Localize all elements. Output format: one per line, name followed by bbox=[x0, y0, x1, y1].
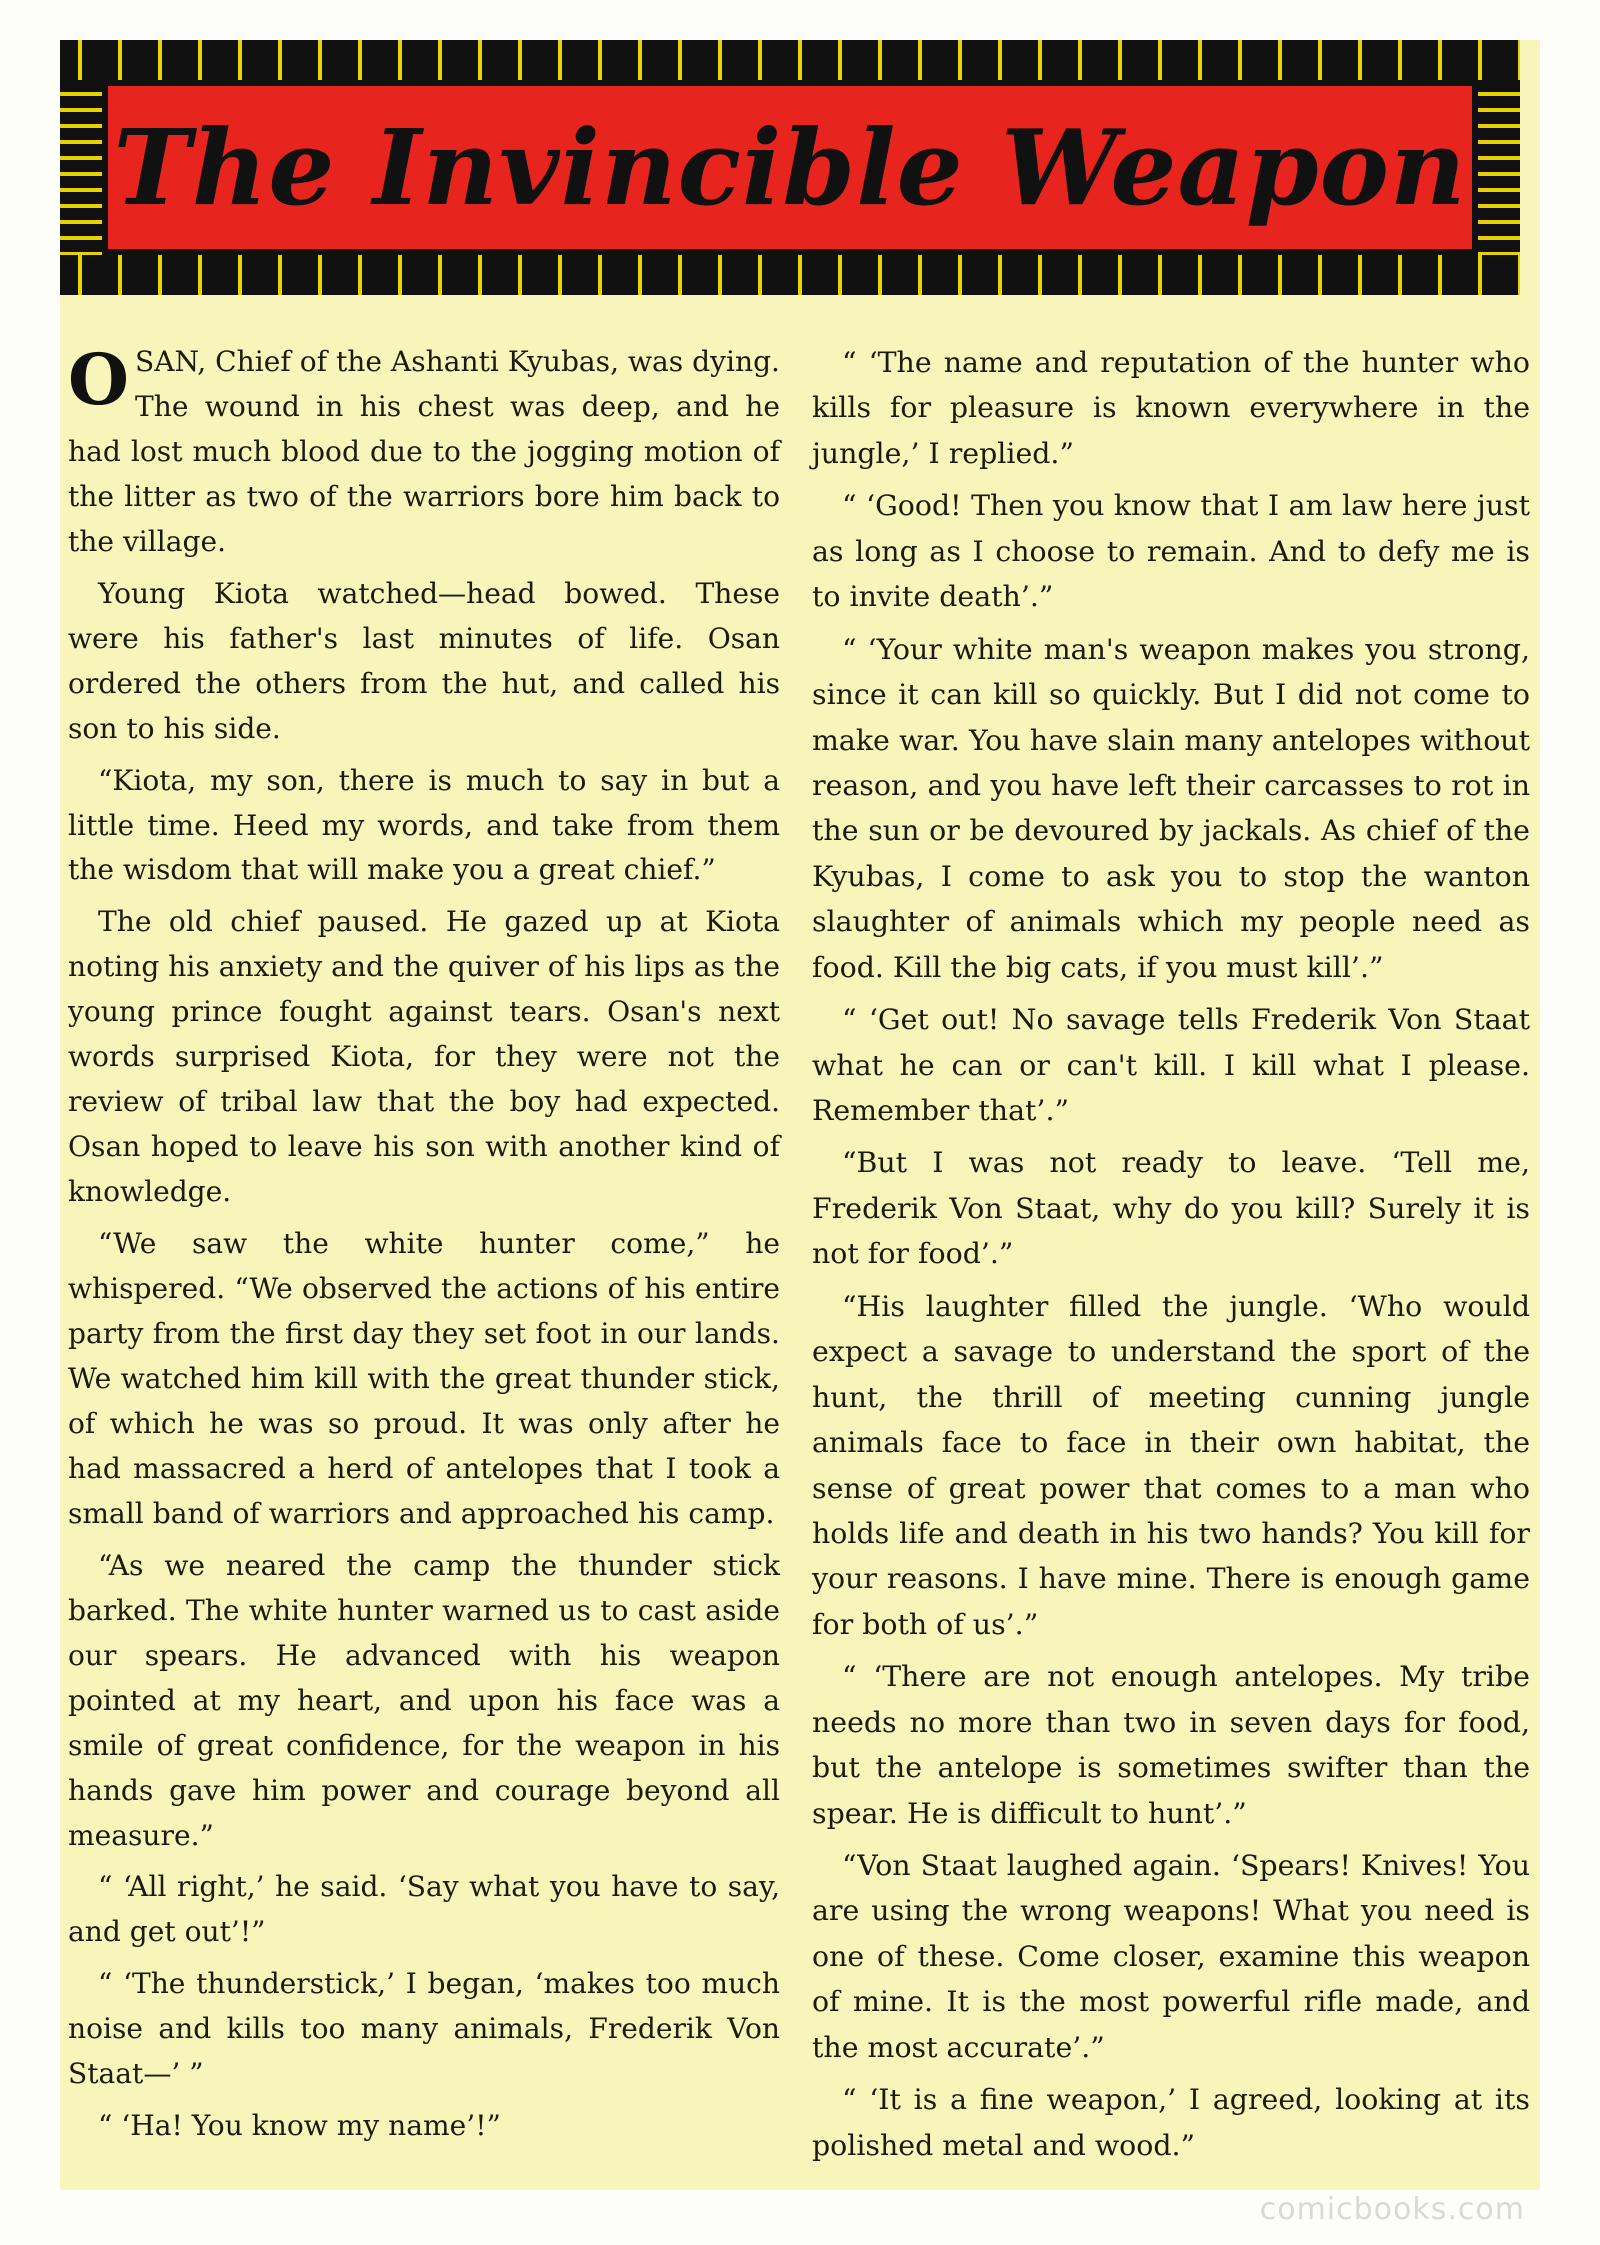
paragraph: “ ‘Get out! No savage tells Frederik Von Staat what he can or can't kill. I kill what I please. Remember that’.” bbox=[812, 1003, 1530, 1127]
paragraph: “ ‘The thunderstick,’ I began, ‘makes too much noise and kills too many animals, Frederik Von Staat—’ ” bbox=[68, 1967, 780, 2091]
watermark: comicbooks.com bbox=[1259, 2192, 1525, 2227]
paragraph: “ ‘There are not enough antelopes. My tribe needs no more than two in seven days for food, but the antelope is sometimes swifter than the spear. He is difficult to hunt’.” bbox=[812, 1660, 1530, 1830]
paragraph-text: SAN, Chief of the Ashanti Kyubas, was dying. The wound in his chest was deep, and he had lost much blood due to the jogging motion of the litter as two of the warriors bore him back to the village. bbox=[68, 345, 780, 558]
paragraph: “ ‘Ha! You know my name’!” bbox=[98, 2109, 501, 2143]
banner-left-decoration bbox=[60, 80, 102, 255]
paragraph bbox=[68, 340, 780, 565]
story-title: The Invincible Weapon bbox=[113, 106, 1467, 229]
right-text-column bbox=[812, 340, 1530, 2175]
paragraph: Young Kiota watched—head bowed. These were his father's last minutes of life. Osan ordered the others from the hut, and called his son to his side. bbox=[68, 576, 780, 745]
left-text-column bbox=[68, 340, 780, 2156]
paragraph: The old chief paused. He gazed up at Kiota noting his anxiety and the quiver of his lips as the young prince fought against tears. Osan's next words surprised Kiota, for they were not the review of tribal law that the boy had expected. Osan hoped to leave his son with another kind of knowledge. bbox=[68, 905, 780, 1209]
drop-cap: O bbox=[68, 338, 129, 421]
banner-right-decoration bbox=[1478, 80, 1520, 255]
paragraph: “As we neared the camp the thunder stick barked. The white hunter warned us to cast aside our spears. He advanced with his weapon pointed at my heart, and upon his face was a smile of great confidence, for the weapon in his hands gave him power and courage beyond all measure.” bbox=[68, 1548, 780, 1852]
paragraph: “ ‘It is a fine weapon,’ I agreed, looking at its polished metal and wood.” bbox=[812, 2083, 1530, 2162]
paragraph: “His laughter filled the jungle. ‘Who would expect a savage to understand the sport of the hunt, the thrill of meeting cunning jungle animals face to face in their own habitat, the sense of great power that comes to a man who holds life and death in his two hands? You kill for your reasons. I have mine. There is enough game for both of us’.” bbox=[812, 1289, 1530, 1641]
paragraph: “ ‘Your white man's weapon makes you strong, since it can kill so quickly. But I did not come to make war. You have slain many antelopes without reason, and you have left their carcasses to rot in the sun or be devoured by jackals. As chief of the Kyubas, I come to ask you to stop the wanton slaughter of animals which my people need as food. Kill the big cats, if you must kill’.” bbox=[812, 632, 1530, 984]
paragraph: “Kiota, my son, there is much to say in but a little time. Heed my words, and take from them the wisdom that will make you a great chief.” bbox=[68, 763, 780, 887]
paragraph: “ ‘Good! Then you know that I am law here just as long as I choose to remain. And to defy me is to invite death’.” bbox=[812, 489, 1530, 614]
paragraph: “ ‘The name and reputation of the hunter who kills for pleasure is known everywhere in the jungle,’ I replied.” bbox=[812, 346, 1530, 470]
paragraph: “ ‘All right,’ he said. ‘Say what you have to say, and get out’!” bbox=[68, 1870, 780, 1949]
title-banner bbox=[60, 40, 1520, 295]
banner-panel bbox=[102, 80, 1478, 255]
paragraph: “But I was not ready to leave. ‘Tell me, Frederik Von Staat, why do you kill? Surely it is not for food’.” bbox=[812, 1146, 1530, 1271]
paragraph: “We saw the white hunter come,” he whispered. “We observed the actions of his entire party from the first day they set foot in our lands. We watched him kill with the great thunder stick, of which he was so proud. It was only after he had massacred a herd of antelopes that I took a small band of warriors and approached his camp. bbox=[68, 1227, 780, 1530]
paragraph: “Von Staat laughed again. ‘Spears! Knives! You are using the wrong weapons! What you need is one of these. Come closer, examine this weapon of mine. It is the most powerful rifle made, and the most accurate’.” bbox=[812, 1849, 1530, 2064]
